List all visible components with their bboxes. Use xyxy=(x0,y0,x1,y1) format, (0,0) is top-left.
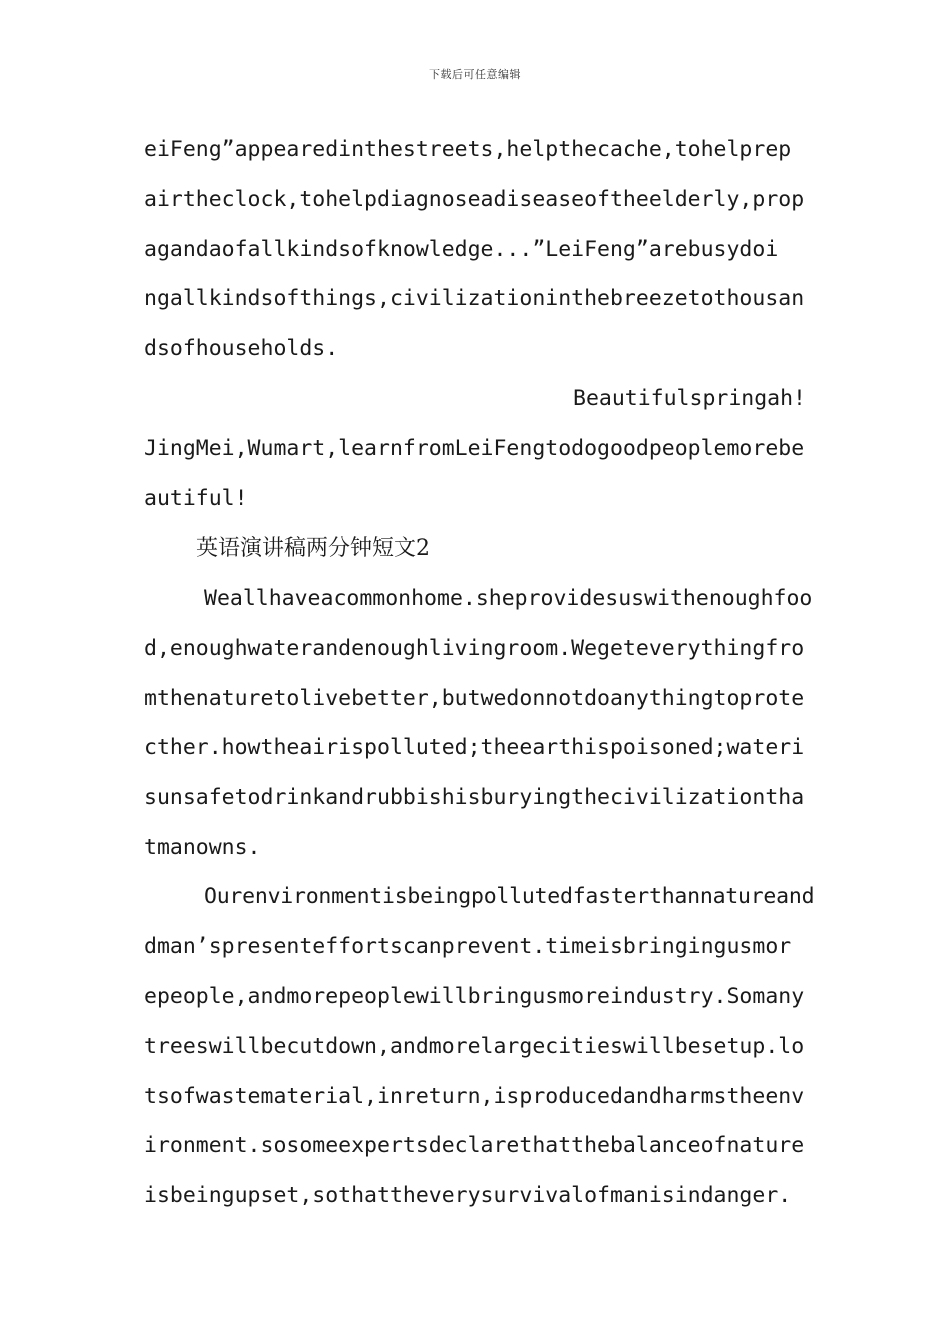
body-text-line: epeople,andmorepeoplewillbringusmoreindustry.Somany xyxy=(144,984,805,1009)
body-text-line: agandaofallkindsofknowledge...”LeiFeng”arebusydoi xyxy=(144,237,779,262)
body-text-line: JingMei,Wumart,learnfromLeiFengtodogoodpeoplemorebe xyxy=(144,436,805,461)
body-text-line-right: Beautifulspringah! xyxy=(573,386,806,411)
page-header: 下载后可任意编辑 xyxy=(429,68,521,81)
paragraph-first-line: Weallhaveacommonhome.sheprovidesuswithenoughfoo xyxy=(204,586,813,611)
body-text-line: dman’spresenteffortscanprevent.timeisbringingusmor xyxy=(144,934,792,959)
body-text-line: sunsafetodrinkandrubbishisburyingthecivilizationtha xyxy=(144,785,805,810)
body-text-line: dsofhouseholds. xyxy=(144,336,339,361)
body-text-line: treeswillbecutdown,andmorelargecitieswillbesetup.lo xyxy=(144,1034,805,1059)
body-text-line: airtheclock,tohelpdiagnoseadiseaseoftheelderly,prop xyxy=(144,187,805,212)
body-text-line: isbeingupset,sothattheverysurvivalofmanisindanger. xyxy=(144,1183,792,1208)
paragraph-first-line: Ourenvironmentisbeingpollutedfasterthannatureand xyxy=(204,884,815,909)
body-text-line: d,enoughwaterandenoughlivingroom.Wegeteverythingfro xyxy=(144,636,805,661)
body-text-line: ngallkindsofthings,civilizationinthebreezetothousan xyxy=(144,286,805,311)
body-text-line: ironment.sosomeexpertsdeclarethatthebalanceofnature xyxy=(144,1133,805,1158)
body-text-line: mthenaturetolivebetter,butwedonnotdoanythingtoprote xyxy=(144,686,805,711)
body-text-line: tmanowns. xyxy=(144,835,261,860)
body-text-line: eiFeng”appearedinthestreets,helpthecache,tohelprep xyxy=(144,137,792,162)
body-text-line: cther.howtheairispolluted;theearthispoisoned;wateri xyxy=(144,735,805,760)
section-heading: 英语演讲稿两分钟短文2 xyxy=(196,536,430,561)
body-text-line: autiful! xyxy=(144,486,248,511)
body-text-line: tsofwastematerial,inreturn,isproducedandharmstheenv xyxy=(144,1084,805,1109)
